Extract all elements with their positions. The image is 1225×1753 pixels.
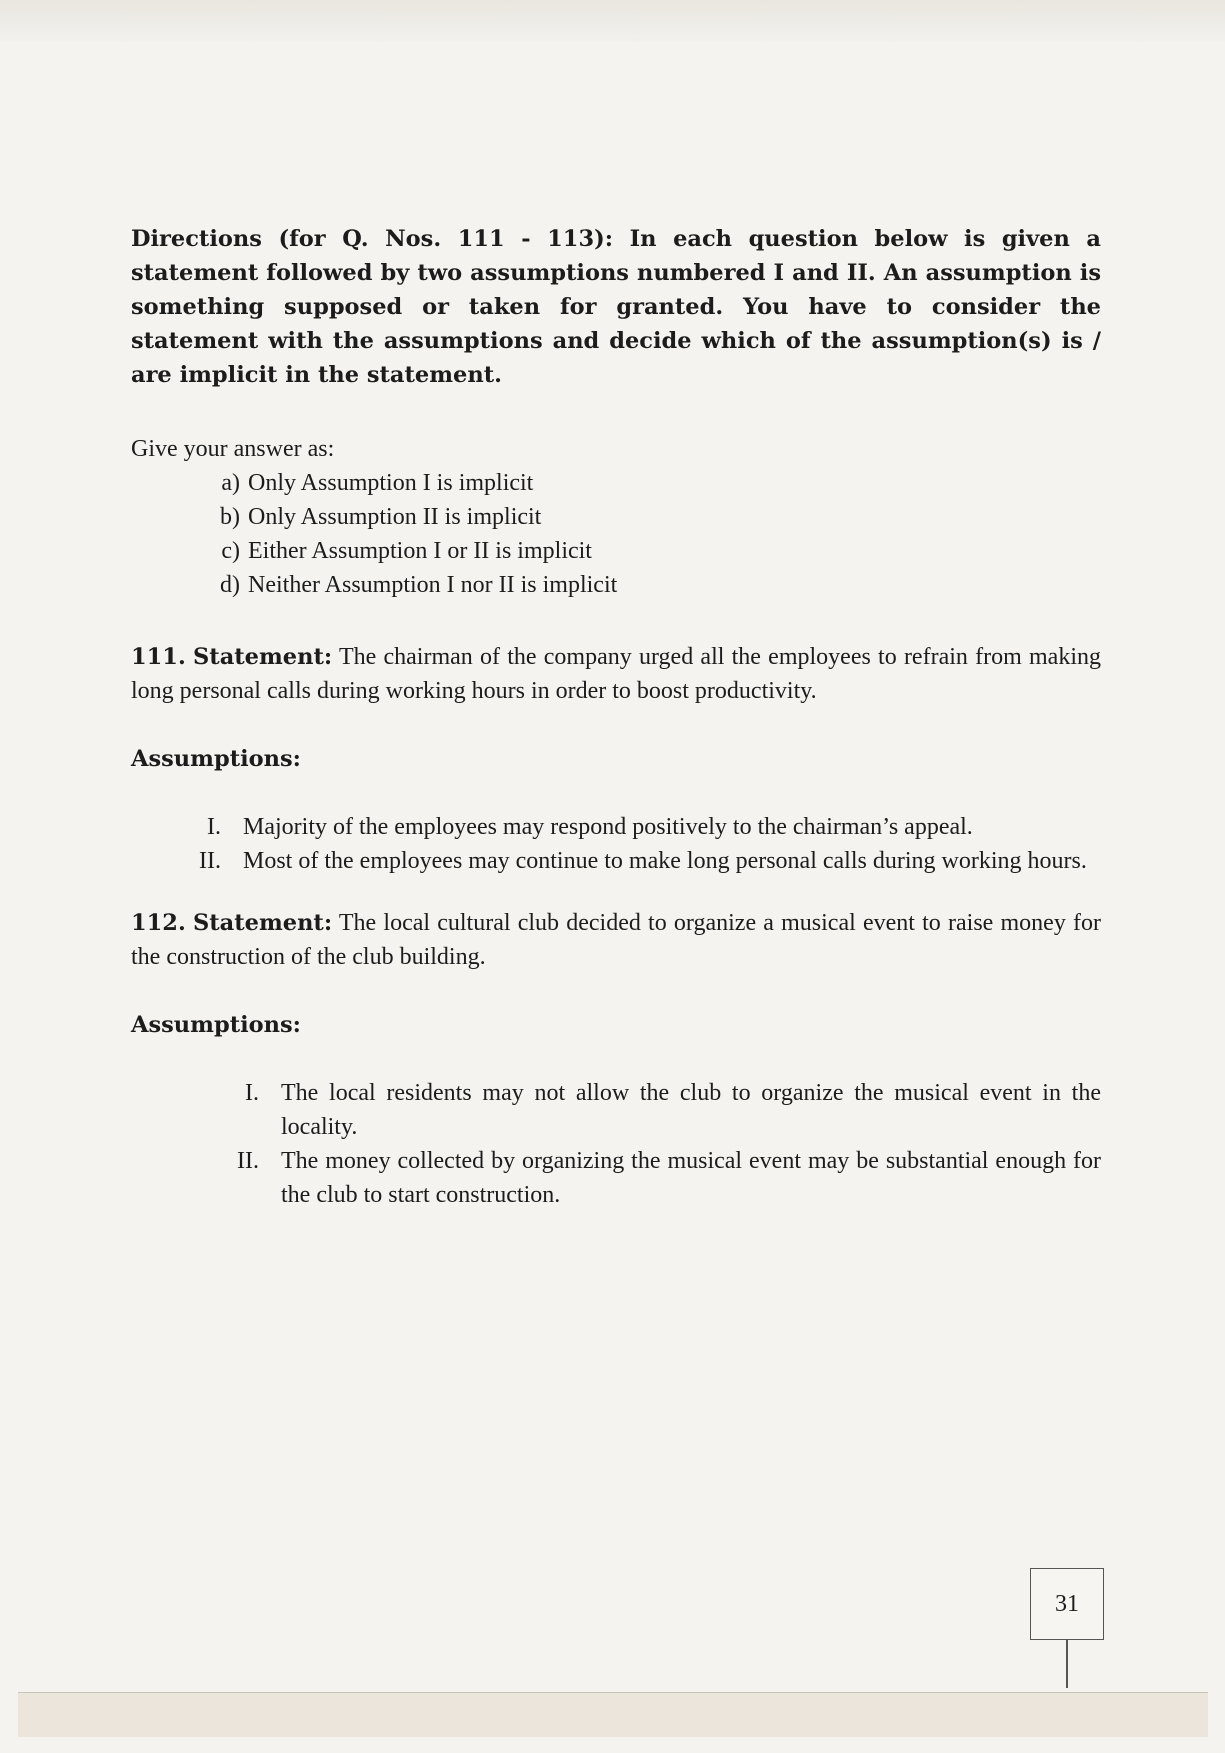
page-content <box>131 222 1101 1212</box>
option-a <box>206 466 1101 500</box>
assumptions-heading: Assumptions: <box>131 1012 301 1038</box>
assumption-item <box>131 1144 1101 1212</box>
assumption-item <box>131 1076 1101 1144</box>
page-bottom-edge <box>18 1692 1208 1737</box>
answer-options <box>131 466 1101 602</box>
question-number: 111. <box>131 644 186 670</box>
option-letter: a) <box>221 470 240 496</box>
question-111 <box>131 640 1101 878</box>
option-text: Only Assumption II is implicit <box>248 504 542 530</box>
give-answer-label: Give your answer as: <box>131 436 335 462</box>
assumption-number: II. <box>237 1148 259 1174</box>
statement-label: Statement: <box>193 910 333 936</box>
assumption-number: II. <box>199 848 221 874</box>
assumption-number: I. <box>245 1080 259 1106</box>
option-letter: c) <box>221 538 240 564</box>
option-letter: d) <box>220 572 240 598</box>
option-text: Either Assumption I or II is implicit <box>248 538 592 564</box>
question-statement <box>131 906 1101 974</box>
assumption-text: The money collected by organizing the musical event may be substantial enough for the club to start construction. <box>281 1148 1101 1208</box>
statement-text: The local cultural club decided to organize a musical event to raise money for the construction of the club building. <box>131 910 1101 970</box>
statement-label: Statement: <box>193 644 333 670</box>
option-text: Only Assumption I is implicit <box>248 470 534 496</box>
assumption-text: The local residents may not allow the club to organize the musical event in the locality. <box>281 1080 1101 1140</box>
assumption-text: Majority of the employees may respond positively to the chairman’s appeal. <box>243 814 973 840</box>
directions-text: Directions (for Q. Nos. 111 - 113): In each question below is given a statement followed by two assumptions numbered I and II. An assumption is something supposed or taken for granted. You have to consider the statement with the assumptions and decide which of the assumption(s) is / are implicit in the statement. <box>131 226 1101 388</box>
assumption-text: Most of the employees may continue to make long personal calls during working hours. <box>243 848 1087 874</box>
page-number: 31 <box>1055 1590 1079 1617</box>
assumptions-list <box>131 1076 1101 1212</box>
question-112 <box>131 906 1101 1212</box>
option-c <box>206 534 1101 568</box>
option-text: Neither Assumption I nor II is implicit <box>248 572 618 598</box>
assumptions-heading: Assumptions: <box>131 746 301 772</box>
question-number: 112. <box>131 910 186 936</box>
statement-text: The chairman of the company urged all the employees to refrain from making long personal calls during working hours in order to boost productivity. <box>131 644 1101 704</box>
assumptions-list <box>131 810 1101 878</box>
question-statement <box>131 640 1101 708</box>
assumption-number: I. <box>207 814 221 840</box>
assumption-item <box>131 844 1101 878</box>
page-top-edge <box>0 0 1225 42</box>
page-number-box <box>1030 1568 1104 1640</box>
option-d <box>206 568 1101 602</box>
option-b <box>206 500 1101 534</box>
page-number-tick <box>1066 1640 1068 1688</box>
option-letter: b) <box>220 504 240 530</box>
assumption-item <box>131 810 1101 844</box>
